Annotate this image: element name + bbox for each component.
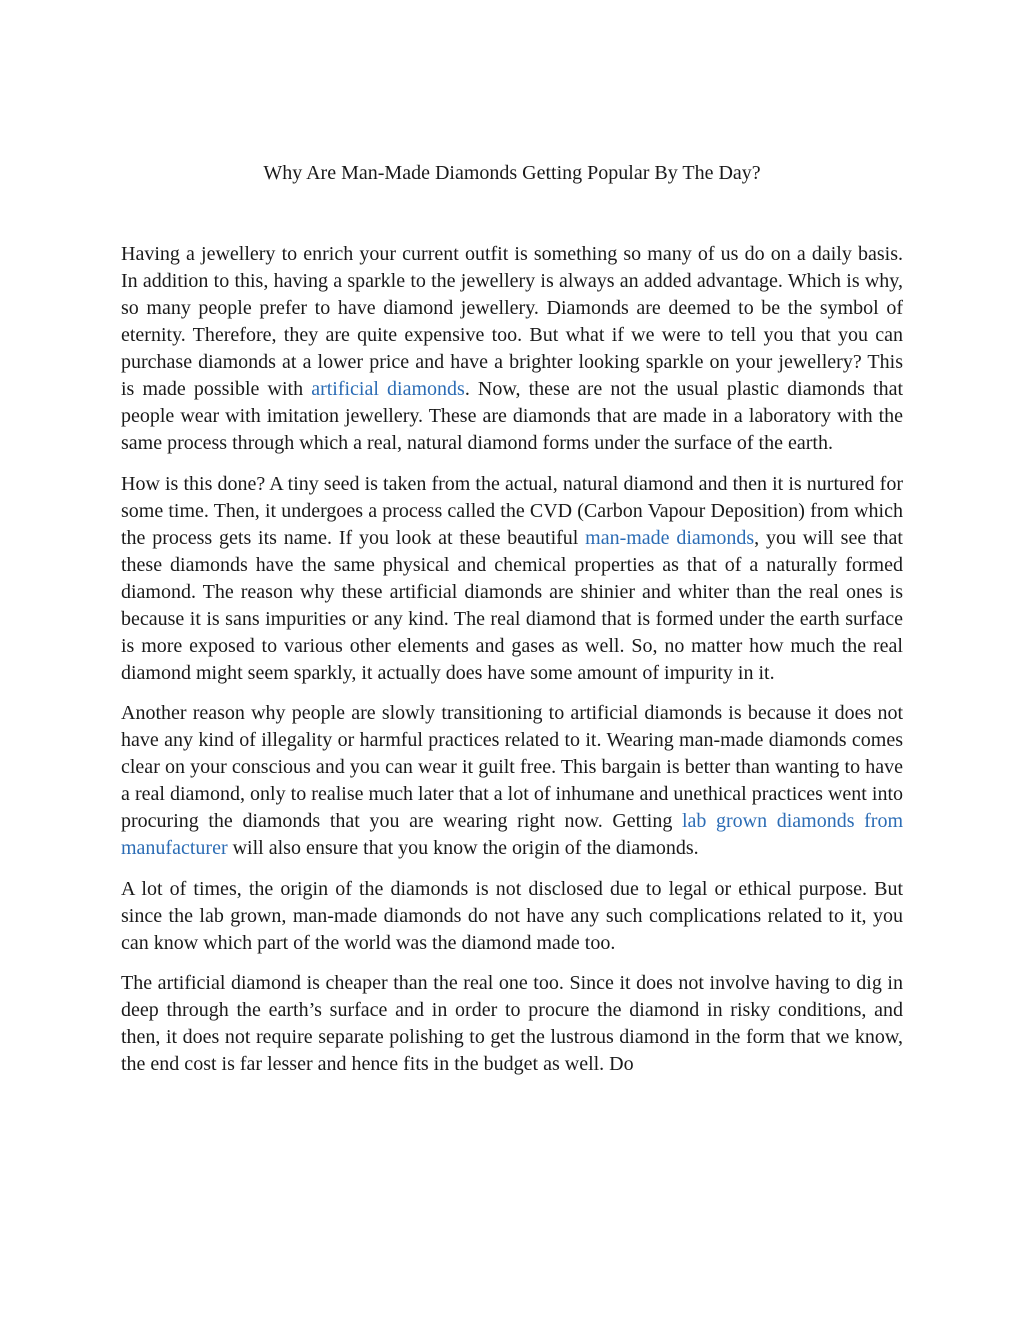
man-made-diamonds-link[interactable]: man-made diamonds bbox=[585, 526, 755, 549]
paragraph-2 bbox=[121, 471, 903, 687]
document-body bbox=[121, 241, 903, 1161]
document-title: Why Are Man-Made Diamonds Getting Popular By The Day? bbox=[263, 162, 761, 184]
paragraph-2-text-after: , you will see that these diamonds have the same physical and chemical properties as that of a naturally formed diamond. The reason why these artificial diamonds are shinier and whiter than the real ones is because it is sans impurities or any kind. The real diamond that is formed under the earth surface is more exposed to various other elements and gases as well. So, no matter how much the real diamond might seem sparkly, it actually does have some amount of impurity in it. bbox=[121, 526, 903, 684]
paragraph-5: The artificial diamond is cheaper than the real one too. Since it does not involve having to dig in deep through the earth’s surface and in order to procure the diamond in risky conditions, and then, it does not require separate polishing to get the lustrous diamond in the form that we know, the end cost is far lesser and hence fits in the budget as well. Do bbox=[121, 972, 903, 1075]
paragraph-1-text-before: Having a jewellery to enrich your current outfit is something so many of us do on a daily basis. In addition to this, having a sparkle to the jewellery is always an added advantage. Which is why, so many people prefer to have diamond jewellery. Diamonds are deemed to be the symbol of eternity. Therefore, they are quite expensive too. But what if we were to tell you that you can purchase diamonds at a lower price and have a brighter looking sparkle on your jewellery? This is made possible with bbox=[121, 243, 903, 400]
artificial-diamonds-link[interactable]: artificial diamonds bbox=[311, 378, 465, 400]
paragraph-3-text-before: Another reason why people are slowly transitioning to artificial diamonds is because it does not have any kind of illegality or harmful practices related to it. Wearing man-made diamonds comes clear on your conscious and you can wear it guilt free. This bargain is better than wanting to have a real diamond, only to realise much later that a lot of inhumane and unethical practices went into procuring the diamonds that you are wearing right now. Getting bbox=[121, 702, 903, 832]
paragraph-3-text-after: will also ensure that you know the origin of the diamonds. bbox=[227, 837, 699, 859]
paragraph-1-text-after: . Now, these are not the usual plastic diamonds that people wear with imitation jewellery. These are diamonds that are made in a laboratory with the same process through which a real, natural diamond forms under the surface of the earth. bbox=[121, 378, 903, 454]
paragraph-1 bbox=[121, 241, 903, 457]
paragraph-4: A lot of times, the origin of the diamonds is not disclosed due to legal or ethical purpose. But since the lab grown, man-made diamonds do not have any such complications related to it, you can know which part of the world was the diamond made too. bbox=[121, 877, 903, 954]
lab-grown-diamonds-link[interactable]: lab grown diamonds from manufacturer bbox=[121, 810, 903, 859]
paragraph-2-text-before: How is this done? A tiny seed is taken from the actual, natural diamond and then it is nurtured for some time. Then, it undergoes a process called the CVD (Carbon Vapour Deposition) from which the process gets its name. If you look at these beautiful bbox=[121, 472, 903, 549]
paragraph-3 bbox=[121, 700, 903, 862]
